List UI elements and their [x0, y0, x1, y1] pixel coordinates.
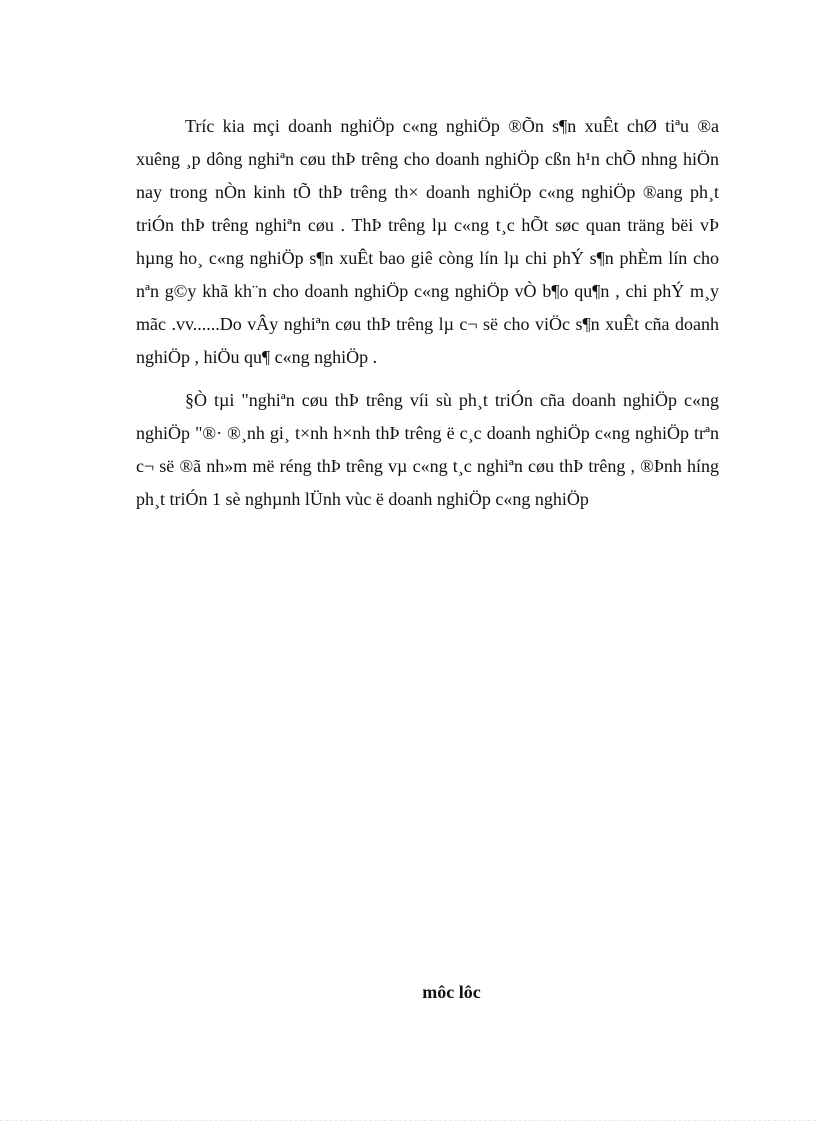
paragraph-intro: Tríc kia mçi doanh nghiÖp c«ng nghiÖp ®Õn s¶n xuÊt chØ tiªu ®a xuêng ¸p dông nghiªn cøu thÞ trêng cho doanh nghiÖp cßn h¹n chÕ nhng hiÖn nay trong nÒn kinh tÕ thÞ trêng th× doanh nghiÖp c«ng nghiÖp ®ang ph¸t triÓn thÞ trêng nghiªn cøu . ThÞ trêng lµ c«ng t¸c hÕt søc quan träng bëi vÞ hµng ho¸ c«ng nghiÖp s¶n xuÊt bao giê còng lín lµ chi phÝ s¶n phÈm lín cho nªn g©y khã kh¨n cho doanh nghiÖp c«ng nghiÖp vÒ b¶o qu¶n , chi phÝ m¸y mãc .vv......Do vÂy nghiªn cøu thÞ trêng lµ c¬ së cho viÖc s¶n xuÊt cña doanh nghiÖp , hiÖu qu¶ c«ng nghiÖp . — [136, 116, 719, 367]
section-heading: môc lôc — [422, 982, 481, 1002]
body-text — [136, 110, 719, 526]
paragraph-topic: §Ò tµi "nghiªn cøu thÞ trêng víi sù ph¸t triÓn cña doanh nghiÖp c«ng nghiÖp "®· ®¸nh gi¸ t×nh h×nh thÞ trêng ë c¸c doanh nghiÖp c«ng nghiÖp trªn c¬ së ®ã nh»m më réng thÞ trêng vµ c«ng t¸c nghiªn cøu thÞ trêng , ®Þnh híng ph¸t triÓn 1 sè nghµnh lÜnh vùc ë doanh nghiÖp c«ng nghiÖp — [136, 390, 719, 509]
page-bottom-rule — [0, 1120, 816, 1121]
